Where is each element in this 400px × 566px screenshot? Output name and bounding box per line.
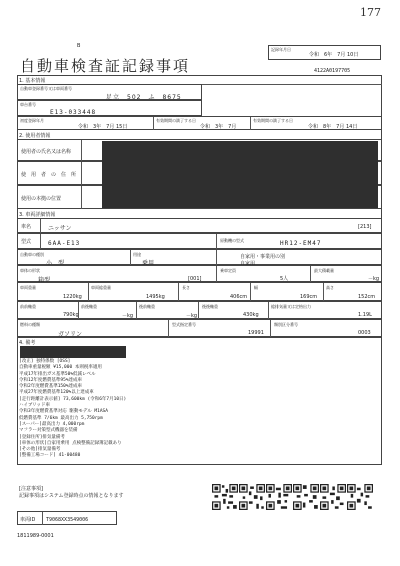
rear-rear-axle-value: 430kg bbox=[243, 312, 259, 318]
engine-label: 原動機の型式 bbox=[220, 238, 244, 243]
qr-code-5 bbox=[320, 484, 346, 510]
kind-label: 自動車の種別 bbox=[20, 252, 44, 257]
rear-front-axle-value: －kg bbox=[186, 313, 198, 319]
maker-label: 車名 bbox=[21, 224, 32, 230]
qr-code-6 bbox=[347, 484, 373, 510]
registration-number-label: 自動車登録番号又は車両番号 bbox=[20, 86, 72, 91]
purpose-label: 自家用・事業用の別 bbox=[240, 254, 286, 260]
body-code: [001] bbox=[188, 276, 202, 282]
footer-note-text: 記録事項はシステム登録時点の情報となります bbox=[19, 493, 124, 499]
fuel-value: ガソリン bbox=[58, 331, 83, 338]
section-basic-heading: 1. 基本情報 bbox=[19, 78, 46, 84]
use-value: 乗用 bbox=[142, 260, 155, 267]
issue-date-label: 記録年月日 bbox=[271, 47, 291, 52]
weight-value: 1220kg bbox=[63, 294, 82, 300]
registration-number-cell bbox=[17, 84, 202, 100]
purpose-value: 自家用 bbox=[240, 261, 256, 267]
gross-weight-label: 車両総重量 bbox=[91, 285, 111, 290]
issue-date-value: 令和 6年 7月 10日 bbox=[309, 52, 359, 58]
footer-note-label: [注意事項] bbox=[19, 486, 43, 492]
expiry-value: 令和 8年 7月 14日 bbox=[308, 124, 358, 130]
registration-number-value: 足立 502 ふ 8675 bbox=[106, 94, 182, 101]
fuel-label: 燃料の種類 bbox=[20, 322, 40, 327]
axle-row bbox=[17, 301, 382, 319]
handwritten-page-number: 177 bbox=[360, 6, 381, 19]
maker-row bbox=[17, 218, 382, 233]
height-value: 152cm bbox=[358, 294, 376, 300]
section-remarks-heading: 4. 備考 bbox=[19, 340, 36, 346]
user-address-label: 使 用 者 の 住 所 bbox=[21, 172, 77, 178]
valid-period-value: 令和 3年 7月 bbox=[200, 124, 237, 130]
displacement-value: 1.19L bbox=[358, 312, 372, 318]
capacity-value: 5人 bbox=[280, 276, 289, 282]
width-value: 169cm bbox=[300, 294, 318, 300]
type-cert-value: 19991 bbox=[248, 330, 264, 336]
vehicle-id-label: 車両ID bbox=[20, 517, 36, 523]
document-number: 4122A0197705 bbox=[314, 68, 351, 74]
body-row bbox=[17, 265, 382, 282]
model-value: 6AA-E13 bbox=[48, 240, 81, 247]
category-label: 類別区分番号 bbox=[274, 322, 298, 327]
redaction-block-usage bbox=[102, 141, 378, 208]
qr-code-4 bbox=[293, 484, 319, 510]
chassis-number-cell bbox=[17, 100, 202, 116]
maker-code: [213] bbox=[358, 224, 372, 230]
section-usage-heading: 2. 使用者情報 bbox=[19, 133, 51, 139]
type-cert-label: 型式指定番号 bbox=[172, 322, 196, 327]
displacement-label: 総排気量又は定格出力 bbox=[271, 304, 311, 309]
maker-value: ニッサン bbox=[48, 225, 72, 232]
weight-label: 車両重量 bbox=[20, 285, 36, 290]
rear-front-axle-label: 後前軸重 bbox=[139, 304, 155, 309]
length-label: 長さ bbox=[182, 285, 190, 290]
height-label: 高さ bbox=[326, 285, 334, 290]
front-front-axle-value: 790kg bbox=[63, 312, 79, 318]
valid-period-label: 有効期間の満了する日 bbox=[156, 118, 196, 123]
section-vehicle-heading: 3. 車両詳細情報 bbox=[19, 212, 56, 218]
redaction-block-remarks-top bbox=[20, 346, 126, 358]
front-rear-axle-label: 前後軸重 bbox=[81, 304, 97, 309]
max-load-value: －kg bbox=[368, 276, 380, 282]
body-value: 箱型 bbox=[38, 277, 51, 284]
rear-rear-axle-label: 後後軸重 bbox=[202, 304, 218, 309]
category-value: 0003 bbox=[358, 330, 371, 336]
vehicle-id-value: T9068XX3549006 bbox=[46, 517, 89, 523]
expiry-label: 有効期間の満了する日 bbox=[253, 118, 293, 123]
chassis-number-label: 車台番号 bbox=[20, 102, 36, 107]
first-registration-label: 初度登録年月 bbox=[20, 118, 44, 123]
qr-code-3 bbox=[266, 484, 292, 510]
bottom-serial: 1811989-0001 bbox=[17, 533, 54, 539]
front-rear-axle-value: －kg bbox=[122, 313, 134, 319]
vehicle-id-box bbox=[17, 511, 117, 525]
capacity-label: 乗車定員 bbox=[220, 268, 236, 273]
base-location-label: 使用の本拠の位置 bbox=[21, 196, 62, 202]
weight-row bbox=[17, 282, 382, 301]
date-row bbox=[17, 116, 382, 130]
engine-value: HR12-EM47 bbox=[280, 240, 322, 247]
max-load-label: 最大積載量 bbox=[314, 268, 334, 273]
front-front-axle-label: 前前軸重 bbox=[20, 304, 36, 309]
issue-date-box bbox=[268, 45, 381, 60]
remarks-text: [改正] 独特係数 [OSS] 自動車重量税額 ¥15,000 本則税率適用 平成17年排出ガス基準50%低減レベル 令和12年度燃費基準95%達成車 令和2年度燃費基準150%達成車 平成27年度燃費基準120%以上達成車 [走行距離計表示値] 73,600km (令和6年7月10日) ハイブリッド車 令和3年度燃費基準対応 駆動モデル M1ASA 低燃費基準 7/6km 最高出力 5,750rpm [スーパー]最高出力 4,000rpm マフラー対策型式機器を装備 [登録住所]排気量備考 [車体の形状]自家用乗用 点検整備記録簿記載あり [その他]排気量備考 [整備工場コード] 41-00480 bbox=[19, 359, 127, 459]
page-title: 自動車検査証記録事項 bbox=[20, 57, 191, 75]
user-name-label: 使用者の氏名又は名称 bbox=[21, 149, 72, 155]
chassis-number-value: E13-033448 bbox=[50, 109, 97, 116]
kind-row bbox=[17, 249, 382, 265]
fuel-row bbox=[17, 319, 382, 337]
qr-code-2 bbox=[239, 484, 265, 510]
use-label: 用途 bbox=[133, 252, 141, 257]
header-letter: B bbox=[77, 43, 81, 49]
gross-weight-value: 1495kg bbox=[146, 294, 165, 300]
body-label: 車体の形状 bbox=[20, 268, 40, 273]
width-label: 幅 bbox=[254, 285, 258, 290]
model-label: 型式 bbox=[21, 239, 32, 245]
model-row bbox=[17, 233, 382, 249]
length-value: 406cm bbox=[230, 294, 248, 300]
kind-value: 小 型 bbox=[46, 260, 65, 267]
qr-code-1 bbox=[212, 484, 238, 510]
first-registration-value: 令和 3年 7月 15日 bbox=[78, 124, 128, 130]
